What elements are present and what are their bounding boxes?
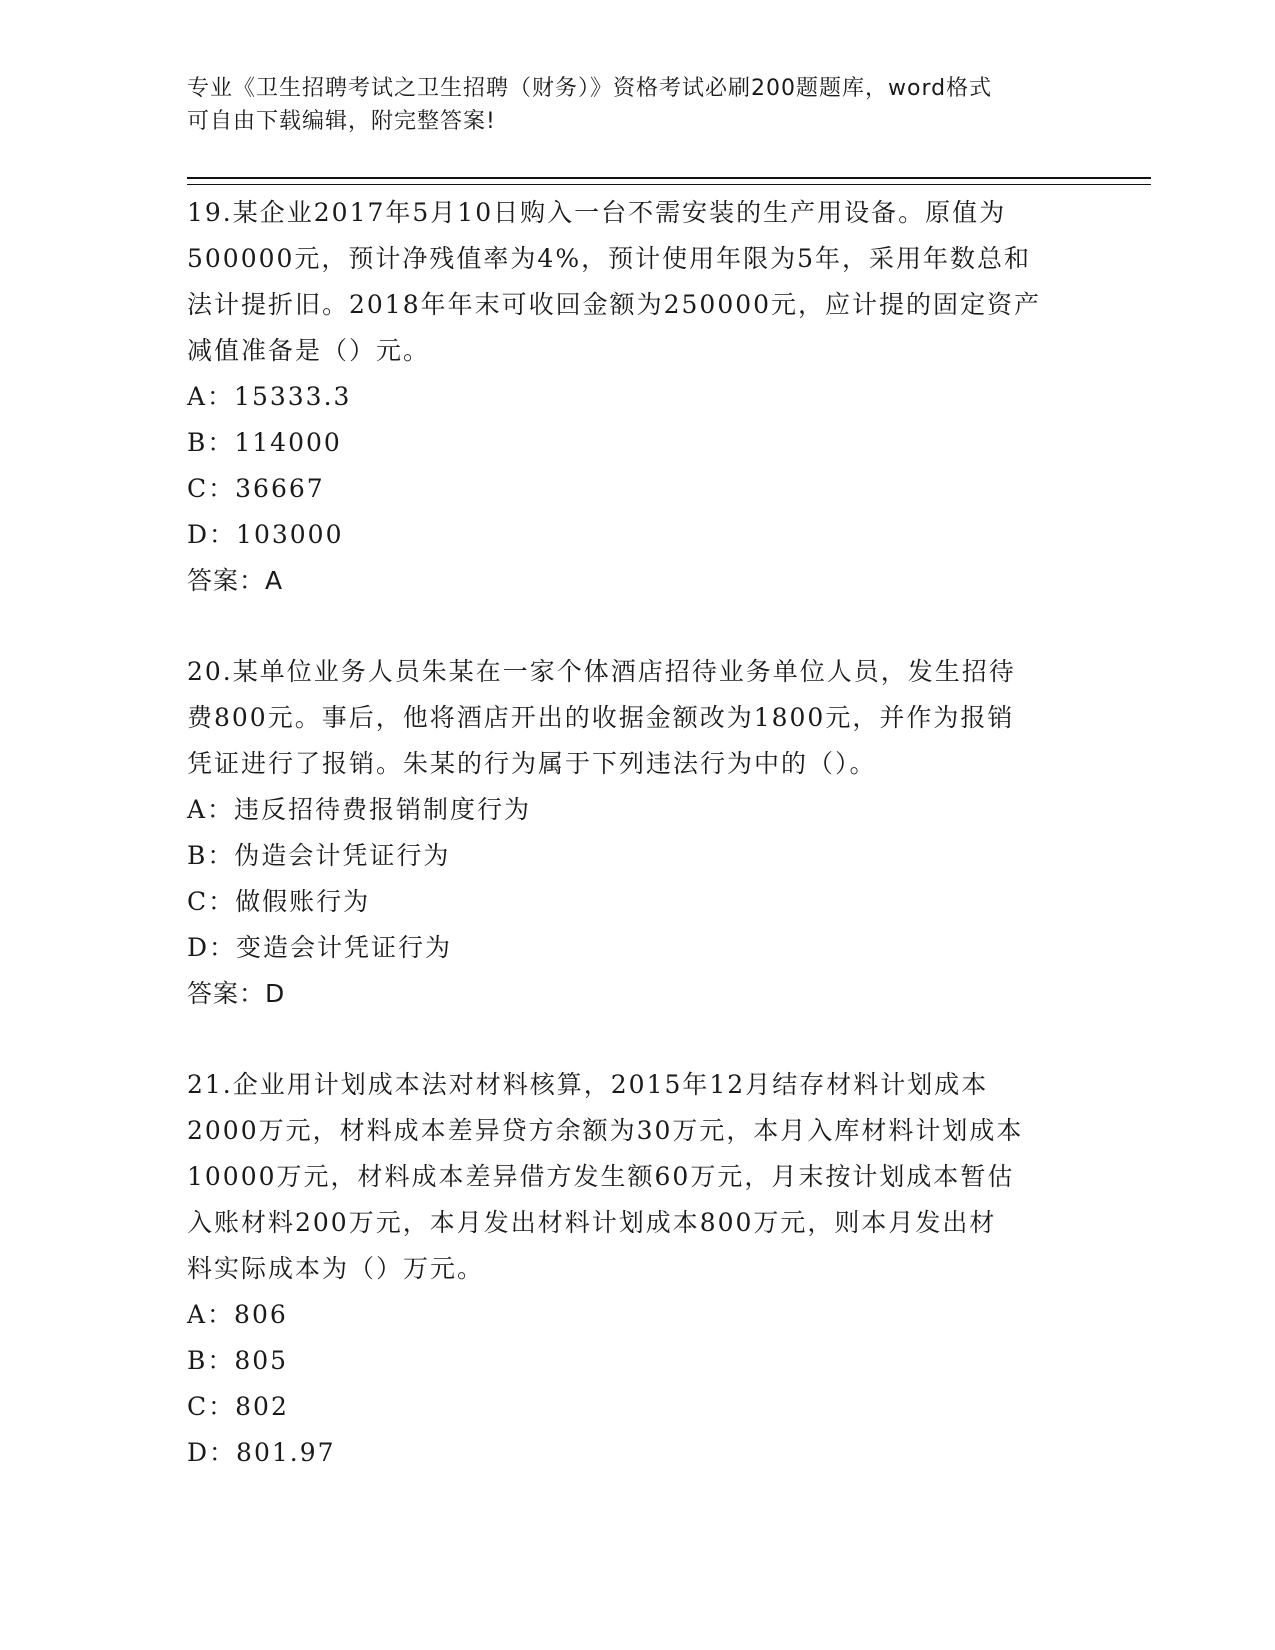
header-line-1: 专业《卫生招聘考试之卫生招聘（财务）》资格考试必刷200题题库，word格式 bbox=[187, 76, 993, 101]
question-19 bbox=[187, 190, 1087, 604]
answer-line: 答案：A bbox=[187, 566, 284, 595]
question-stem: 费800元。事后，他将酒店开出的收据金额改为1800元，并作为报销 bbox=[187, 703, 1015, 732]
question-21 bbox=[187, 1062, 1087, 1476]
header-divider-thin bbox=[187, 184, 1151, 185]
option-b: B：114000 bbox=[187, 428, 342, 457]
question-stem: 500000元，预计净残值率为4%，预计使用年限为5年，采用年数总和 bbox=[187, 244, 1032, 273]
option-a: A：806 bbox=[187, 1300, 288, 1329]
option-b: B：805 bbox=[187, 1346, 289, 1375]
question-stem: 20.某单位业务人员朱某在一家个体酒店招待业务单位人员，发生招待 bbox=[187, 657, 1016, 686]
option-c: C：做假账行为 bbox=[187, 887, 371, 916]
option-b: B：伪造会计凭证行为 bbox=[187, 841, 451, 870]
answer-line: 答案：D bbox=[187, 979, 286, 1008]
question-stem: 料实际成本为（）万元。 bbox=[187, 1254, 485, 1283]
question-stem: 凭证进行了报销。朱某的行为属于下列违法行为中的（）。 bbox=[187, 749, 877, 778]
question-stem: 10000万元，材料成本差异借方发生额60万元，月末按计划成本暂估 bbox=[187, 1162, 1015, 1191]
question-20 bbox=[187, 649, 1087, 1017]
question-stem: 减值准备是（）元。 bbox=[187, 336, 431, 365]
question-stem: 法计提折旧。2018年年末可收回金额为250000元，应计提的固定资产 bbox=[187, 290, 1042, 319]
option-d: D：801.97 bbox=[187, 1438, 336, 1467]
option-d: D：变造会计凭证行为 bbox=[187, 933, 453, 962]
option-d: D：103000 bbox=[187, 520, 344, 549]
question-stem: 19.某企业2017年5月10日购入一台不需安装的生产用设备。原值为 bbox=[187, 198, 1007, 227]
question-stem: 21.企业用计划成本法对材料核算，2015年12月结存材料计划成本 bbox=[187, 1070, 989, 1099]
question-list bbox=[187, 190, 1087, 1476]
question-stem: 2000万元，材料成本差异贷方余额为30万元，本月入库材料计划成本 bbox=[187, 1116, 1024, 1145]
option-a: A：违反招待费报销制度行为 bbox=[187, 795, 532, 824]
header-divider-thick bbox=[187, 177, 1151, 179]
option-c: C：802 bbox=[187, 1392, 289, 1421]
question-spacer bbox=[187, 1017, 1087, 1062]
option-a: A：15333.3 bbox=[187, 382, 352, 411]
option-c: C：36667 bbox=[187, 474, 325, 503]
question-stem: 入账材料200万元，本月发出材料计划成本800万元，则本月发出材 bbox=[187, 1208, 997, 1237]
document-header bbox=[187, 72, 1087, 138]
header-line-2: 可自由下载编辑，附完整答案! bbox=[187, 109, 496, 134]
question-spacer bbox=[187, 604, 1087, 649]
